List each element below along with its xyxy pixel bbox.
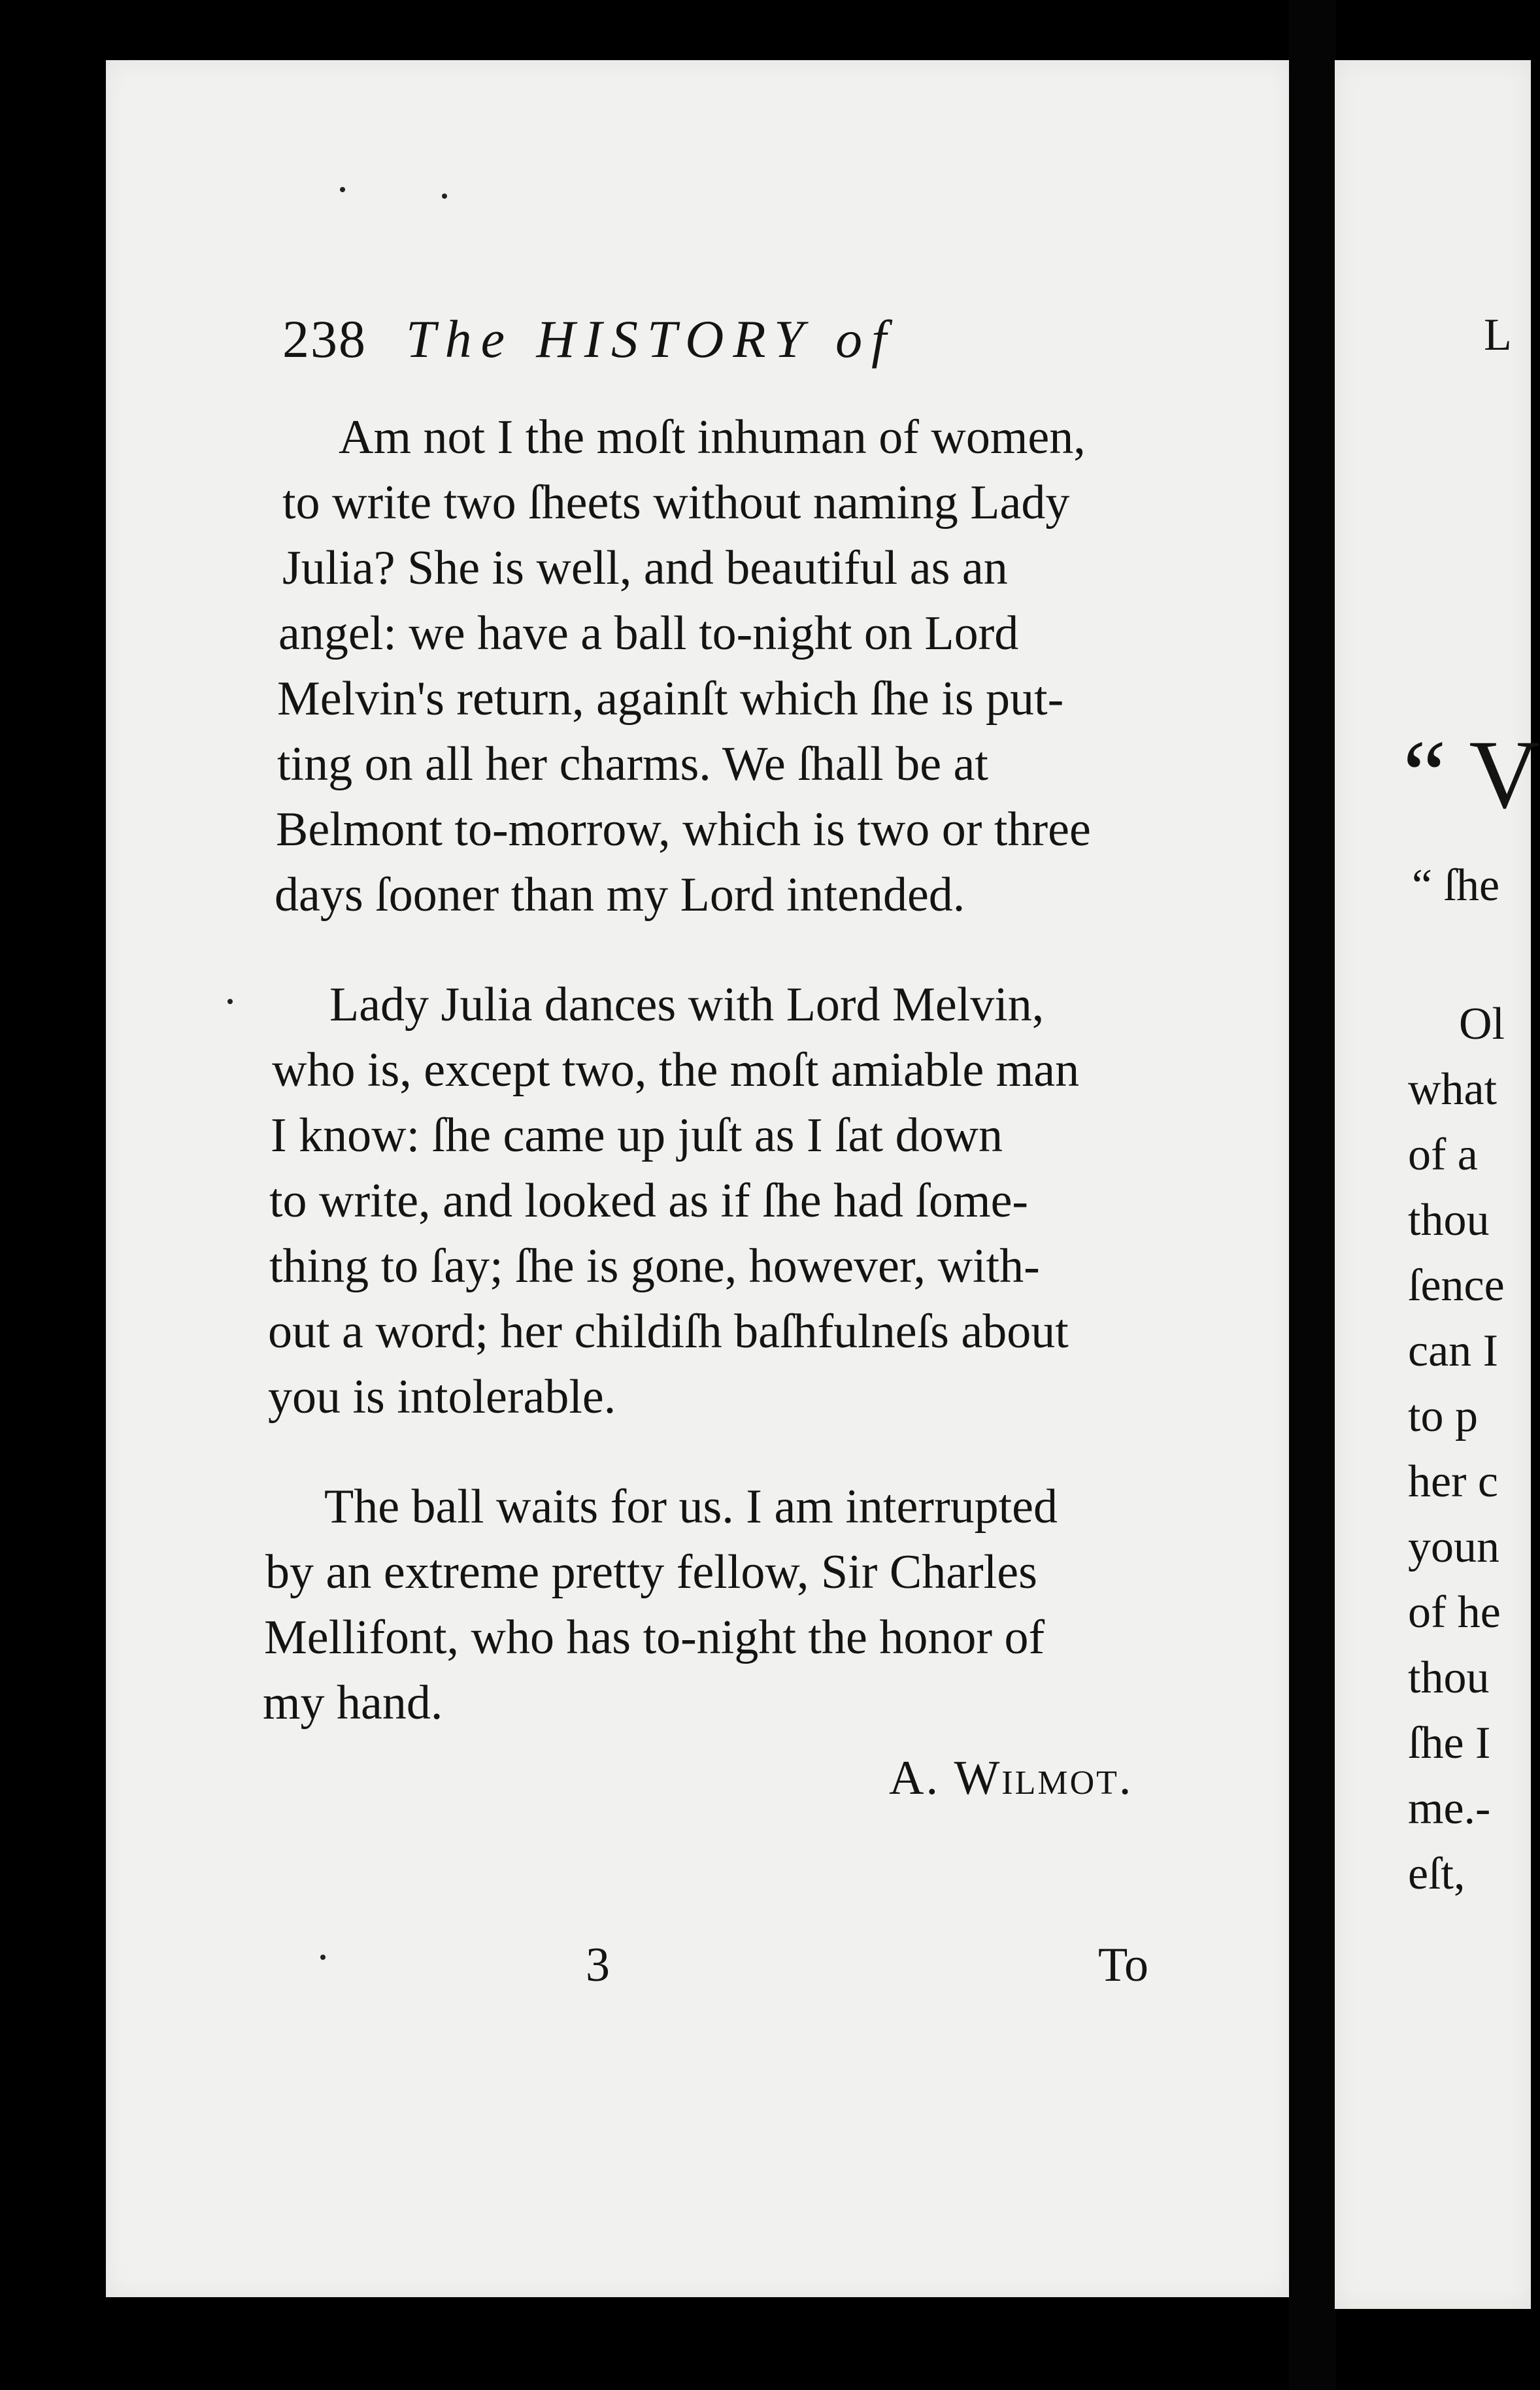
running-title: The HISTORY of <box>406 309 896 369</box>
text-line: to write two ſheets without naming Lady <box>282 476 1070 530</box>
signature-mark: 3 <box>586 1938 610 1992</box>
signature <box>889 1751 1133 1806</box>
text-line: Lady Julia dances with Lord Melvin, <box>329 978 1045 1032</box>
facing-line: thou <box>1408 1653 1490 1703</box>
text-line: Julia? She is well, and beautiful as an <box>282 541 1008 595</box>
text-line: Melvin's return, againſt which ſhe is put- <box>277 672 1064 726</box>
text-line: my hand. <box>263 1676 443 1730</box>
facing-line: youn <box>1408 1522 1499 1572</box>
facing-line: ſence <box>1408 1260 1505 1311</box>
right-page <box>1335 60 1531 2309</box>
text-line: ting on all her charms. We ſhall be at <box>277 737 988 791</box>
text-line: I know: ſhe came up juſt as I ſat down <box>271 1109 1003 1162</box>
facing-line: what <box>1408 1064 1498 1115</box>
text-line: who is, except two, the moſt amiable man <box>272 1043 1080 1097</box>
text-line: Belmont to-morrow, which is two or three <box>276 803 1091 856</box>
facing-line: “ V <box>1403 720 1540 829</box>
facing-line: thou <box>1408 1195 1490 1245</box>
facing-line: to p <box>1408 1391 1478 1441</box>
facing-line: of a <box>1408 1130 1478 1180</box>
ink-speck <box>340 187 345 192</box>
facing-line: of he <box>1408 1587 1501 1638</box>
page-number: 238 <box>282 309 367 369</box>
text-line: Mellifont, who has to-night the honor of <box>264 1611 1045 1664</box>
text-line: by an extreme pretty fellow, Sir Charles <box>265 1545 1037 1599</box>
text-line: The ball waits for us. I am interrupted <box>324 1480 1058 1534</box>
text-line: thing to ſay; ſhe is gone, however, with- <box>269 1239 1040 1293</box>
text-line: Am not I the moſt inhuman of women, <box>339 411 1086 464</box>
text-line: days ſooner than my Lord intended. <box>275 868 965 922</box>
facing-line: eſt, <box>1408 1849 1465 1899</box>
text-line: out a word; her childiſh baſhfulneſs about <box>268 1305 1069 1358</box>
ink-speck <box>442 194 447 199</box>
ink-speck <box>227 999 233 1004</box>
running-header <box>282 309 896 369</box>
facing-line: can I <box>1408 1326 1498 1376</box>
facing-line: ſhe I <box>1408 1718 1491 1768</box>
facing-line: her c <box>1408 1456 1498 1507</box>
ink-speck <box>320 1955 326 1960</box>
book-gutter <box>1289 0 1336 2390</box>
text-line: to write, and looked as if ſhe had ſome- <box>269 1174 1029 1228</box>
facing-line: “ ſhe <box>1412 860 1500 911</box>
text-line: you is intolerable. <box>268 1370 616 1424</box>
catchword: To <box>1098 1938 1149 1992</box>
facing-header: L <box>1484 310 1512 360</box>
facing-line: Ol <box>1459 999 1505 1049</box>
signature-name: Wilmot. <box>954 1751 1133 1805</box>
signature-initial: A. <box>889 1751 940 1805</box>
text-line: angel: we have a ball to-night on Lord <box>278 607 1019 660</box>
facing-line: me.- <box>1408 1783 1491 1834</box>
